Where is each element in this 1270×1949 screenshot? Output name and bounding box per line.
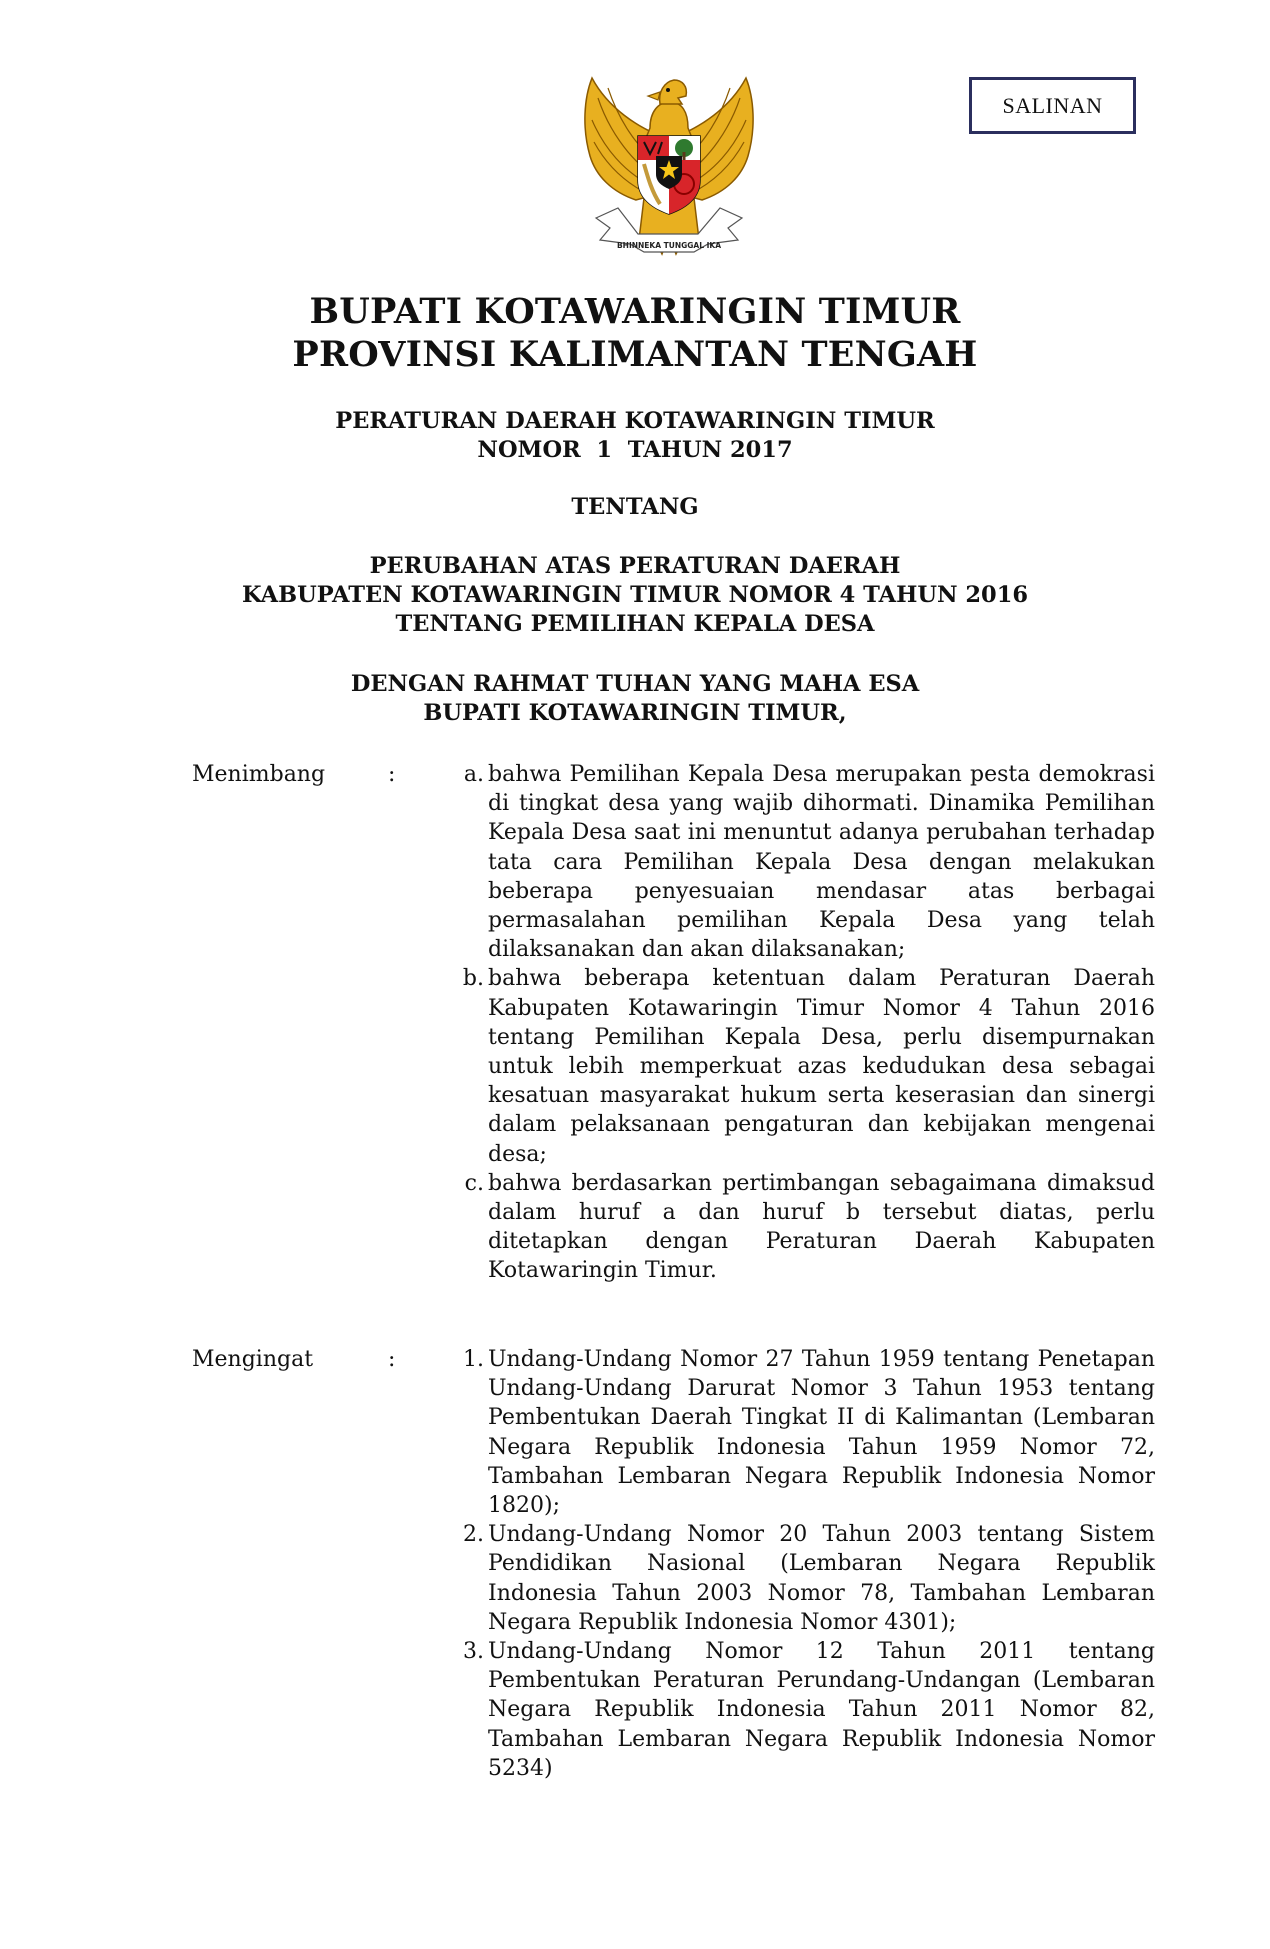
item-marker: 2. xyxy=(463,1522,484,1548)
regulation-heading xyxy=(0,407,1270,465)
shield-icon xyxy=(638,136,700,214)
mengingat-item xyxy=(442,1637,1155,1783)
document-title xyxy=(0,290,1270,376)
mengingat-colon: : xyxy=(388,1347,396,1372)
regulation-line-2: NOMOR 1 TAHUN 2017 xyxy=(477,437,793,463)
item-text: bahwa Pemilihan Kepala Desa merupakan pesta demokrasi di tingkat desa yang wajib dihormati. Dinamika Pemilihan Kepala Desa saat ini menuntut adanya perubahan terhadap tata cara Pemilihan Kepala Desa dengan melakukan beberapa penyesuaian mendasar atas berbagai permasalahan pemilihan Kepala Desa yang telah dilaksanakan dan akan dilaksanakan; xyxy=(488,762,1155,963)
menimbang-item xyxy=(442,964,1155,1168)
item-text: bahwa berdasarkan pertimbangan sebagaimana dimaksud dalam huruf a dan huruf b tersebut diatas, perlu ditetapkan dengan Peraturan Daerah Kabupaten Kotawaringin Timur. xyxy=(488,1170,1155,1284)
preamble-heading xyxy=(0,670,1270,728)
mengingat-list xyxy=(442,1345,1155,1783)
preamble-line-1: DENGAN RAHMAT TUHAN YANG MAHA ESA xyxy=(350,671,920,697)
item-text: Undang-Undang Nomor 12 Tahun 2011 tentang Pembentukan Peraturan Perundang-Undangan (Lembaran Negara Republik Indonesia Tahun 2011 Nomor 82, Tambahan Lembaran Negara Republik Indonesia Nomor 5234) xyxy=(488,1639,1155,1781)
menimbang-list xyxy=(442,760,1155,1286)
about-label: TENTANG xyxy=(571,494,699,520)
item-marker: b. xyxy=(462,966,484,992)
crest-motto: BHINNEKA TUNGGAL IKA xyxy=(616,241,722,250)
item-marker: c. xyxy=(464,1170,484,1196)
menimbang-colon: : xyxy=(388,762,396,787)
subject-line-1: PERUBAHAN ATAS PERATURAN DAERAH xyxy=(369,553,901,579)
mengingat-item xyxy=(442,1345,1155,1520)
menimbang-item xyxy=(442,1169,1155,1286)
mengingat-label: Mengingat xyxy=(192,1347,314,1372)
item-text: Undang-Undang Nomor 20 Tahun 2003 tentang Sistem Pendidikan Nasional (Lembaran Negara Republik Indonesia Tahun 2003 Nomor 78, Tambahan Lembaran Negara Republik Indonesia Nomor 4301); xyxy=(488,1522,1155,1635)
item-marker: 1. xyxy=(463,1347,484,1372)
item-text: Undang-Undang Nomor 27 Tahun 1959 tentang Penetapan Undang-Undang Darurat Nomor 3 Tahun 1953 tentang Pembentukan Daerah Tingkat II di Kalimantan (Lembaran Negara Republik Indonesia Tahun 1959 Nomor 72, Tambahan Lembaran Negara Republik Indonesia Nomor 1820); xyxy=(488,1347,1155,1519)
item-marker: a. xyxy=(463,762,484,787)
regulation-line-1: PERATURAN DAERAH KOTAWARINGIN TIMUR xyxy=(335,408,935,434)
garuda-pancasila-emblem xyxy=(578,68,760,264)
title-line-1: BUPATI KOTAWARINGIN TIMUR xyxy=(309,291,961,332)
title-line-2: PROVINSI KALIMANTAN TENGAH xyxy=(292,334,978,375)
garuda-emblem-icon xyxy=(578,68,760,264)
subject-line-2: KABUPATEN KOTAWARINGIN TIMUR NOMOR 4 TAHUN 2016 xyxy=(241,582,1029,608)
salinan-stamp xyxy=(969,77,1136,134)
salinan-label: SALINAN xyxy=(1002,92,1103,118)
subject-line-3: TENTANG PEMILIHAN KEPALA DESA xyxy=(395,611,875,637)
mengingat-item xyxy=(442,1520,1155,1637)
subject-heading xyxy=(0,552,1270,639)
item-marker: 3. xyxy=(463,1639,484,1665)
menimbang-item xyxy=(442,760,1155,964)
about-heading xyxy=(0,493,1270,522)
item-text: bahwa beberapa ketentuan dalam Peraturan Daerah Kabupaten Kotawaringin Timur Nomor 4 Tahun 2016 tentang Pemilihan Kepala Desa, perlu disempurnakan untuk lebih memperkuat azas kedudukan desa sebagai kesatuan masyarakat hukum serta keserasian dan sinergi dalam pelaksanaan pengaturan dan kebijakan mengenai desa; xyxy=(488,966,1155,1167)
menimbang-label: Menimbang xyxy=(192,762,326,787)
preamble-line-2: BUPATI KOTAWARINGIN TIMUR, xyxy=(423,700,847,726)
